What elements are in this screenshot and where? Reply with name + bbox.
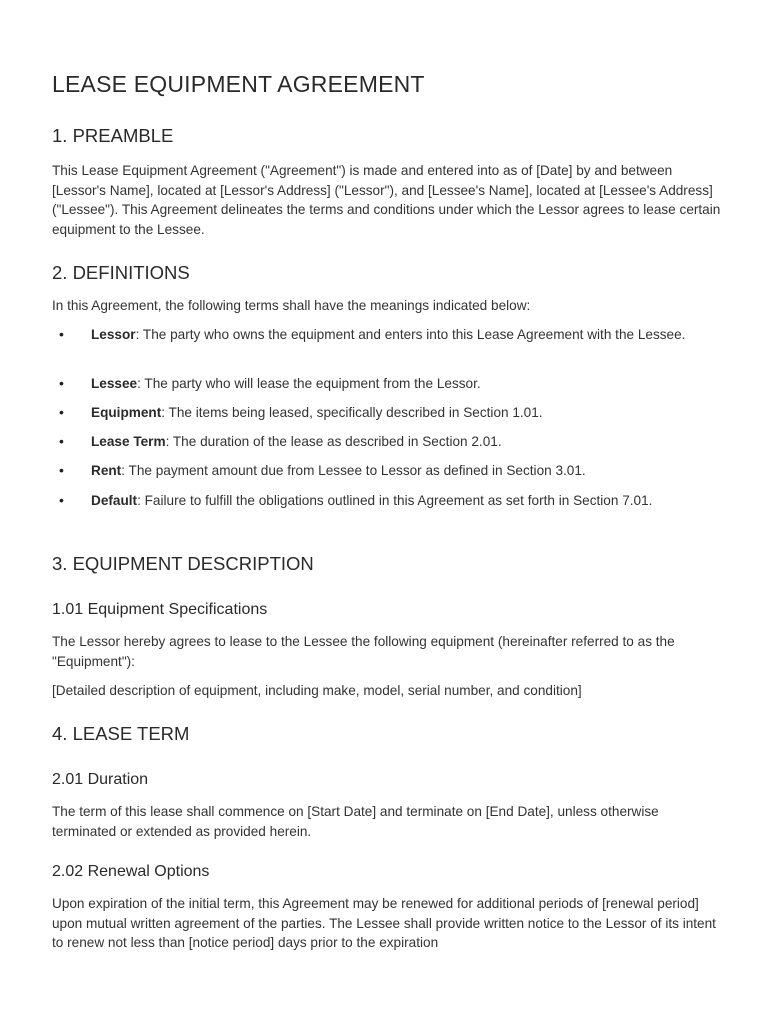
definition-text: : The party who owns the equipment and enters into this Lease Agreement with the Lessee.	[135, 327, 686, 342]
definitions-heading: 2. DEFINITIONS	[52, 262, 190, 283]
definition-term: Lessee	[91, 376, 138, 391]
bullet-icon: •	[59, 375, 64, 391]
equipment-placeholder: [Detailed description of equipment, including make, model, serial number, and condition]	[52, 683, 582, 698]
definition-text: : The party who will lease the equipment from the Lessor.	[137, 376, 481, 391]
lease-term-heading: 4. LEASE TERM	[52, 723, 190, 744]
bullet-icon: •	[59, 462, 64, 478]
definition-text: : The items being leased, specifically described in Section 1.01.	[161, 405, 543, 420]
bullet-icon: •	[59, 433, 64, 449]
definition-term: Default	[91, 493, 138, 508]
bullet-icon: •	[59, 492, 64, 508]
definition-term: Lease Term	[91, 434, 166, 449]
definition-term: Lessor	[91, 327, 136, 342]
bullet-icon: •	[59, 404, 64, 420]
definition-term: Equipment	[91, 405, 162, 420]
duration-body: The term of this lease shall commence on [Start Date] and terminate on [End Date], unless otherwise terminated or extended as provided herein.	[52, 804, 659, 839]
definition-text: : The duration of the lease as described in Section 2.01.	[165, 434, 502, 449]
renewal-options-heading: 2.02 Renewal Options	[52, 863, 210, 880]
duration-heading: 2.01 Duration	[52, 771, 149, 788]
definitions-intro: In this Agreement, the following terms shall have the meanings indicated below:	[52, 298, 531, 313]
definition-text: : The payment amount due from Lessee to Lessor as defined in Section 3.01.	[121, 463, 586, 478]
equipment-specifications-heading: 1.01 Equipment Specifications	[52, 601, 268, 618]
document-title: LEASE EQUIPMENT AGREEMENT	[52, 71, 425, 97]
renewal-options-body: Upon expiration of the initial term, this Agreement may be renewed for additional periods of [renewal period] upon mutual written agreement of the parties. The Lessee shall provide written notice to the Lessor of its intent to renew not less than [notice period] days prior to the expiration	[52, 896, 716, 950]
preamble-heading: 1. PREAMBLE	[52, 125, 174, 146]
equipment-body: The Lessor hereby agrees to lease to the Lessee the following equipment (hereinafter referred to as the "Equipment"):	[52, 634, 675, 669]
definition-text: : Failure to fulfill the obligations outlined in this Agreement as set forth in Section 7.01.	[137, 493, 653, 508]
definition-term: Rent	[91, 463, 122, 478]
bullet-icon: •	[59, 326, 64, 342]
preamble-body: This Lease Equipment Agreement ("Agreement") is made and entered into as of [Date] by and between [Lessor's Name], located at [Lessor's Address] ("Lessor"), and [Lessee's Name], located at [Lessee's Address] ("Lessee"). This Agreement delineates the terms and conditions under which the Lessor agrees to lease certain equipment to the Lessee.	[52, 163, 721, 237]
equipment-heading: 3. EQUIPMENT DESCRIPTION	[52, 553, 314, 574]
